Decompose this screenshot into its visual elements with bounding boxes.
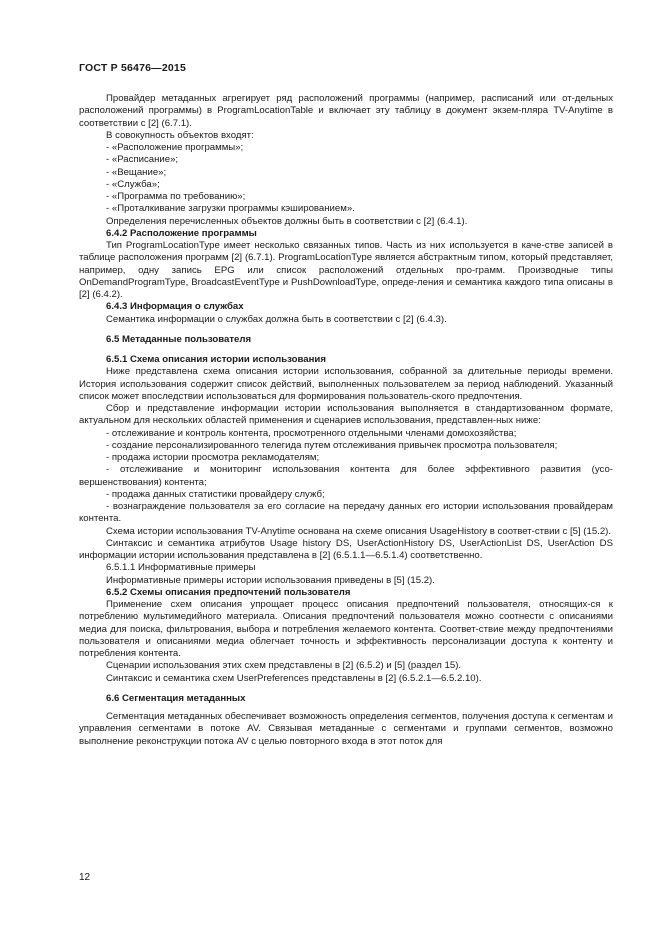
section-heading: 6.4.3 Информация о службах <box>106 301 244 313</box>
list-item: - «Программа по требованию»; <box>106 191 246 202</box>
standard-header: ГОСТ Р 56476—2015 <box>79 62 187 74</box>
paragraph: Информативные примеры истории использования приведены в [5] (15.2). <box>106 574 435 586</box>
list-item: - создание персонализированного телегида путем отслеживания привычек просмотра пользователя; <box>106 439 558 451</box>
paragraph: Синтаксис и семантика схем UserPreferences представлены в [2] (6.5.2.1—6.5.2.10). <box>106 672 482 684</box>
paragraph: В совокупность объектов входят: <box>106 129 254 141</box>
paragraph: - вознаграждение пользователя за его согласие на передачу данных его истории использования провайдерам контента. <box>79 501 613 525</box>
list-item: - продажа истории просмотра рекламодателям; <box>106 452 320 463</box>
list-item: - «Служба»; <box>106 178 160 190</box>
paragraph: Тип ProgramLocationType имеет несколько связанных типов. Часть из них используется в каче-стве записей в таблице расположения программ [2] (6.7.1). ProgramLocationType является абстрактным типом, который представляет, например, одну запись EPG или список расположений отдельных про-грамм. Производные типы OnDemandProgramType, BroadcastEventType и PushDownloadType, опреде-ления и семантика каждого типа описаны в [2] (6.4.2). <box>79 240 613 300</box>
paragraph: Сценарии использования этих схем представлены в [2] (6.5.2) и [5] (раздел 15). <box>106 660 462 672</box>
paragraph: Схема истории использования TV-Anytime основана на схеме описания UsageHistory в соответ-ствии с [5] (15.2). <box>106 525 612 537</box>
section-heading: 6.5.2 Схемы описания предпочтений пользователя <box>106 586 351 598</box>
paragraph: Ниже представлена схема описания истории использования, собранной за длительные периоды времени. История использования содержит список действий, выполненных пользователем за период наблюдений. Указанный список может впоследствии использоваться для формирования пользователь-ского предпочтения. <box>79 366 613 402</box>
list-item: - «Расположение программы»; <box>106 142 244 153</box>
list-item: - отслеживание и контроль контента, просмотренного отдельными членами домохозяйства; <box>106 427 517 439</box>
paragraph: Синтаксис и семантика атрибутов Usage history DS, UserActionHistory DS, UserActionList DS, UserAction DS информации истории использования представлена в [2] (6.5.1.1—6.5.1.4) соответственно. <box>79 537 613 561</box>
paragraph: Применение схем описания упрощает процесс описания предпочтений пользователя, относящих-ся к потреблению мультимедийного материала. Описания предпочтений пользователя можно соотнести с описаниями медиа для поиска, фильтрования, выбора и потребления желаемого контента. Соответ-ствие между предпочтениями пользователя и описаниями медиа облегчает точность и эффективность персонализации доступа к контенту и потребления контента. <box>79 599 613 659</box>
paragraph: Провайдер метаданных агрегирует ряд расположений программы (например, расписаний или от-дельных расположений программы) в ProgramLocationTable и включает эту таблицу в документ экзем-пляра TV-Anytime в соответствии с [2] (6.7.1). <box>79 93 613 129</box>
section-heading: 6.5.1 Схема описания истории использования <box>106 354 326 365</box>
list-item: - «Проталкивание загрузки программы кэшированием». <box>106 203 355 215</box>
list-item: - «Вещание»; <box>106 166 167 178</box>
paragraph: Определения перечисленных объектов должны быть в соответствии с [2] (6.4.1). <box>106 215 468 227</box>
list-item: - «Расписание»; <box>106 154 179 166</box>
section-heading: 6.4.2 Расположение программы <box>106 227 257 239</box>
document-body <box>79 93 613 748</box>
paragraph: - отслеживание и мониторинг использования контента для более эффективного развития (усо-вершенствования) контента; <box>79 464 613 488</box>
page-number: 12 <box>79 872 91 883</box>
list-item: - продажа данных статистики провайдеру служб; <box>106 488 325 500</box>
section-heading: 6.6 Сегментация метаданных <box>106 692 246 704</box>
paragraph: Семантика информации о службах должна быть в соответствии с [2] (6.4.3). <box>106 313 447 325</box>
paragraph: Сбор и представление информации истории использования выполняется в стандартизованном формате, актуальном для нескольких областей применения и сценариев использования, представлен-ных ниже: <box>79 403 613 427</box>
paragraph: Сегментация метаданных обеспечивает возможность определения сегментов, получения доступа к сегментам и управления сегментами в потоке AV. Связывая метаданные с сегментами и группами сегментов, возможно выполнение реконструкции потока AV с целью повторного входа в этот поток для <box>79 711 613 747</box>
paragraph: 6.5.1.1 Информативные примеры <box>106 562 256 574</box>
section-heading: 6.5 Метаданные пользователя <box>106 333 252 345</box>
